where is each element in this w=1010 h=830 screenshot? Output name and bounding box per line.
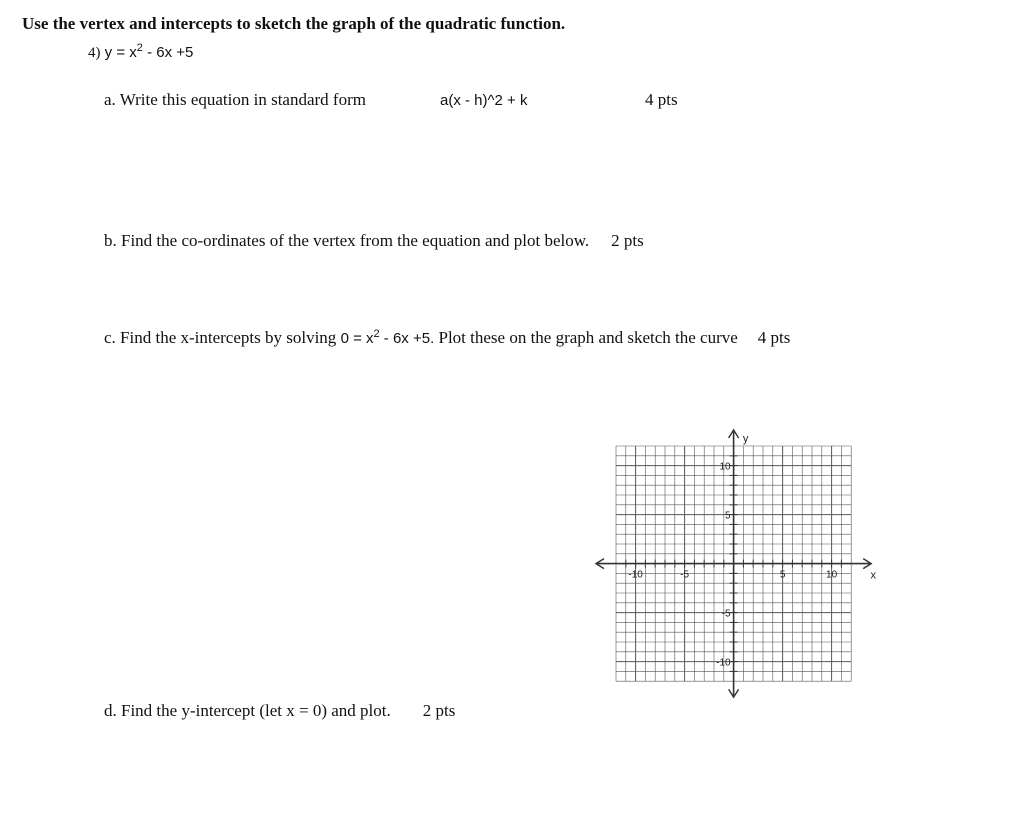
coordinate-grid[interactable] — [590, 426, 885, 711]
problem-number: 4) — [88, 45, 101, 61]
x-axis-label: x — [870, 569, 876, 582]
x-tick-label: 10 — [826, 569, 838, 581]
question-c-eq-exponent: 2 — [373, 328, 380, 340]
x-tick-label: 5 — [779, 569, 786, 581]
question-c-eq-rest: - 6x +5. — [379, 330, 435, 347]
question-a-points: 4 pts — [645, 90, 678, 109]
question-b-text: b. Find the co-ordinates of the vertex from the equation and plot below. — [104, 231, 590, 250]
question-b — [104, 231, 644, 251]
y-tick-label: -10 — [716, 657, 731, 669]
standard-form-expression: a(x - h)^2 + k — [440, 92, 528, 109]
equation-rest: - 6x +5 — [142, 44, 194, 61]
question-d-points: 2 pts — [422, 701, 456, 720]
question-c-text: c. Find the x-intercepts by solving — [104, 328, 337, 347]
question-c — [104, 328, 790, 348]
y-axis-label: y — [742, 433, 749, 445]
question-c-equation — [341, 330, 435, 347]
equation-lhs: y = x — [104, 44, 137, 61]
question-c-points: 4 pts — [757, 328, 791, 347]
worksheet-instructions: Use the vertex and intercepts to sketch the graph of the quadratic function. — [22, 14, 566, 33]
question-d — [104, 701, 455, 721]
x-tick-label: -10 — [628, 569, 643, 581]
question-a-text: a. Write this equation in standard form — [104, 90, 366, 109]
question-c-text-after: Plot these on the graph and sketch the curve — [434, 328, 738, 347]
question-b-points: 2 pts — [611, 231, 644, 250]
y-tick-label: -5 — [721, 608, 731, 620]
question-a — [104, 90, 678, 110]
question-c-eq-lhs: 0 = x — [340, 330, 374, 347]
problem-equation — [88, 42, 193, 62]
y-tick-label: 10 — [719, 461, 731, 473]
equation-exponent: 2 — [136, 42, 143, 54]
axes — [596, 430, 871, 697]
x-tick-label: -5 — [680, 569, 690, 581]
question-d-text: d. Find the y-intercept (let x = 0) and plot. — [104, 701, 391, 720]
y-tick-label: 5 — [725, 510, 731, 522]
